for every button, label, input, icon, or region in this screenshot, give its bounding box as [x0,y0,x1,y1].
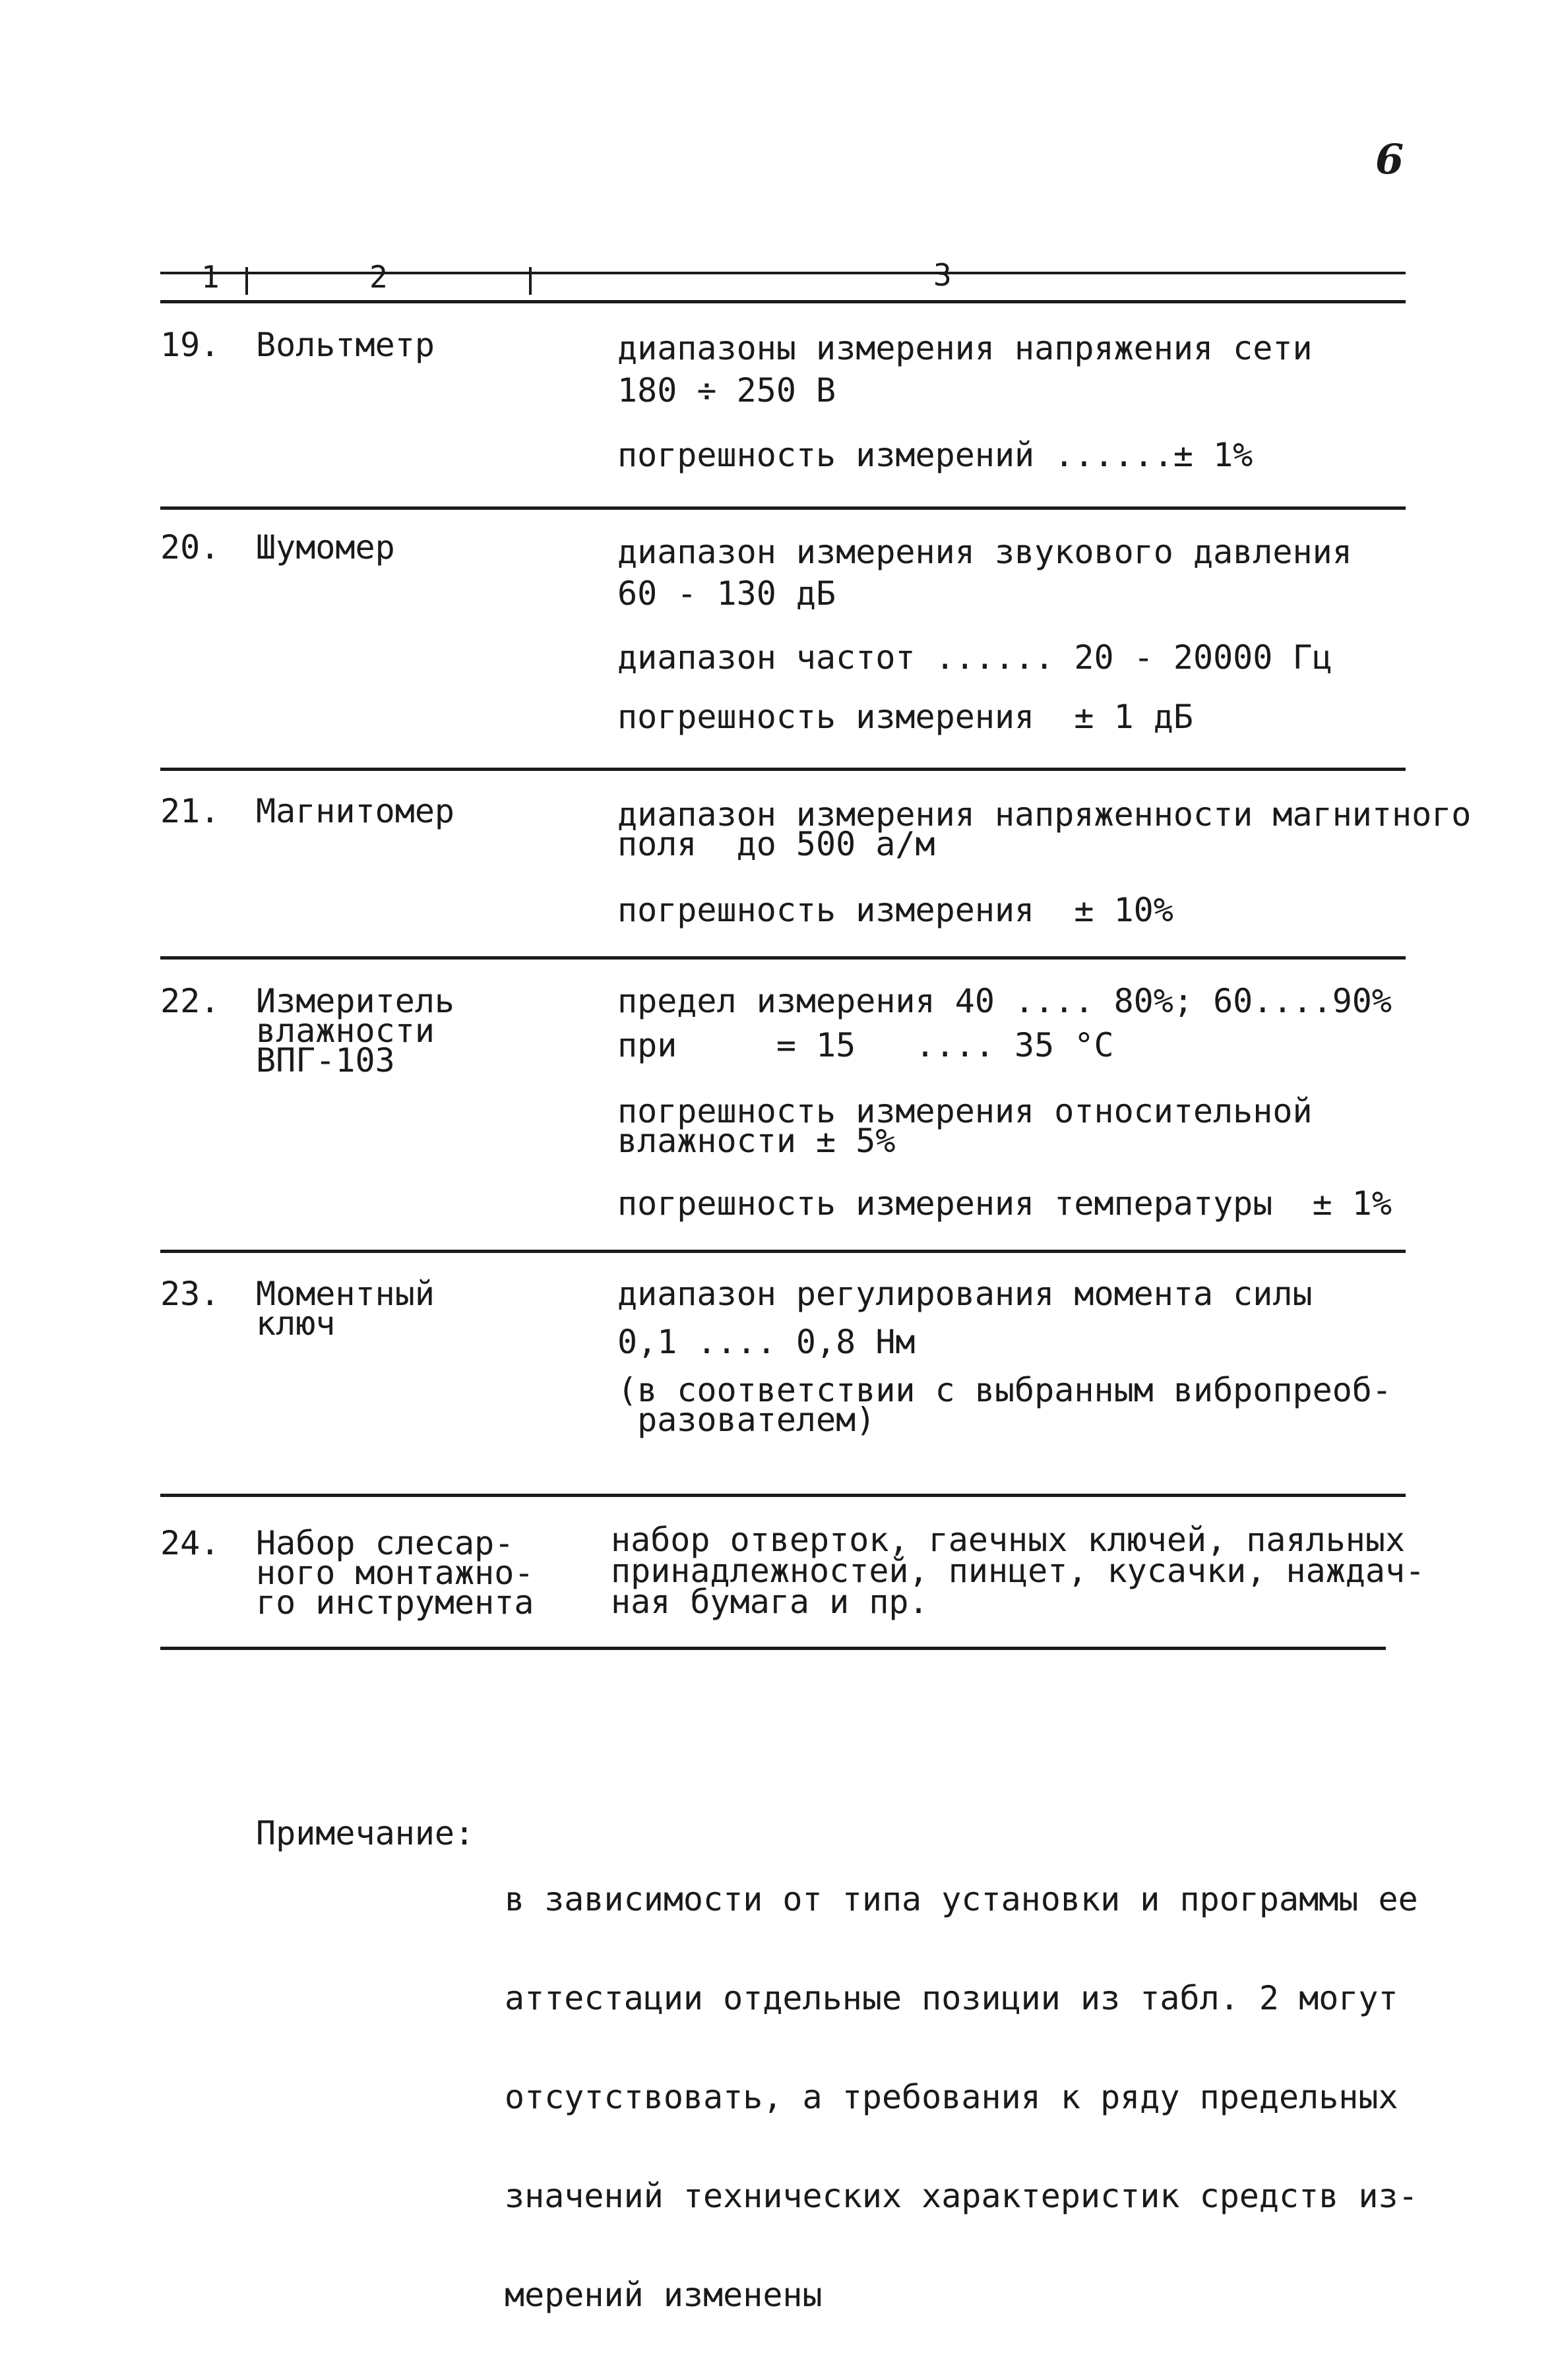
row-divider [160,506,1406,510]
spec-line: погрешность измерений ......± 1% [617,436,1253,474]
note-line: в зависимости от типа установки и программы ее [505,1880,1418,1918]
spec-line: 60 - 130 дБ [617,574,836,613]
spec-line: принадлежностей, пинцет, кусачки, наждач- [611,1552,1425,1590]
spec-line: диапазоны измерения напряжения сети [617,329,1313,367]
instrument-name: ВПГ-103 [256,1041,395,1080]
instrument-name: Магнитомер [256,792,455,830]
page-number: 6 [1375,135,1404,183]
spec-line: разователем) [617,1401,876,1439]
spec-line: погрешность измерения ± 10% [617,891,1173,929]
spec-line: погрешность измерения ± 1 дБ [617,698,1193,736]
instrument-name: Измеритель [256,982,455,1020]
row-divider [160,768,1406,771]
spec-line: 0,1 .... 0,8 Нм [617,1323,916,1361]
spec-line: поля до 500 а/м [617,825,935,863]
instrument-name: Моментный [256,1275,435,1313]
row-divider [160,1250,1406,1253]
note-line: отсутствовать, а требования к ряду предельных [505,2078,1398,2116]
note-label: Примечание: [256,1814,475,1852]
header-separator [529,267,532,295]
instrument-name: Набор слесар- [256,1524,514,1562]
spec-line: ная бумага и пр. [611,1583,929,1621]
header-separator [245,267,248,295]
instrument-name: Шумомер [256,528,395,566]
table-top-rule [160,272,1406,274]
spec-line: набор отверток, гаечных ключей, паяльных [611,1521,1406,1559]
instrument-name: ключ [256,1304,336,1343]
instrument-name: влажности [256,1012,435,1050]
note-line: аттестации отдельные позиции из табл. 2 могут [505,1979,1398,2017]
table-bottom-rule [160,1647,1386,1650]
row-number: 22. [160,982,220,1020]
header-col-2: 2 [369,259,388,295]
row-number: 23. [160,1275,220,1313]
spec-line: погрешность измерения температуры ± 1% [617,1184,1392,1223]
instrument-name: Вольтметр [256,326,435,364]
spec-line: диапазон измерения звукового давления [617,533,1352,571]
header-bottom-rule [160,300,1406,303]
row-divider [160,1494,1406,1497]
header-col-3: 3 [933,257,952,293]
note-line: значений технических характеристик средств из- [505,2177,1418,2215]
spec-line: 180 ÷ 250 В [617,371,836,410]
instrument-name: го инструмента [256,1583,534,1622]
row-divider [160,956,1406,960]
note-text [505,1817,1418,2377]
header-col-1: 1 [201,259,220,295]
spec-line: диапазон измерения напряженности магнитного [617,795,1472,834]
row-number: 21. [160,792,220,830]
row-number: 19. [160,326,220,364]
spec-line: диапазон частот ...... 20 - 20000 Гц [617,638,1332,677]
note-line: мерений изменены [505,2276,823,2314]
spec-line: влажности ± 5% [617,1122,896,1160]
spec-line: диапазон регулирования момента силы [617,1275,1313,1313]
spec-line: предел измерения 40 .... 80%; 60....90% [617,982,1392,1020]
spec-line: (в соответствии с выбранным вибропреоб- [617,1371,1392,1409]
instrument-name: ного монтажно- [256,1554,534,1592]
spec-line: при = 15 .... 35 °С [617,1026,1114,1064]
row-number: 20. [160,528,220,566]
row-number: 24. [160,1524,220,1562]
spec-line: погрешность измерения относительной [617,1092,1313,1130]
